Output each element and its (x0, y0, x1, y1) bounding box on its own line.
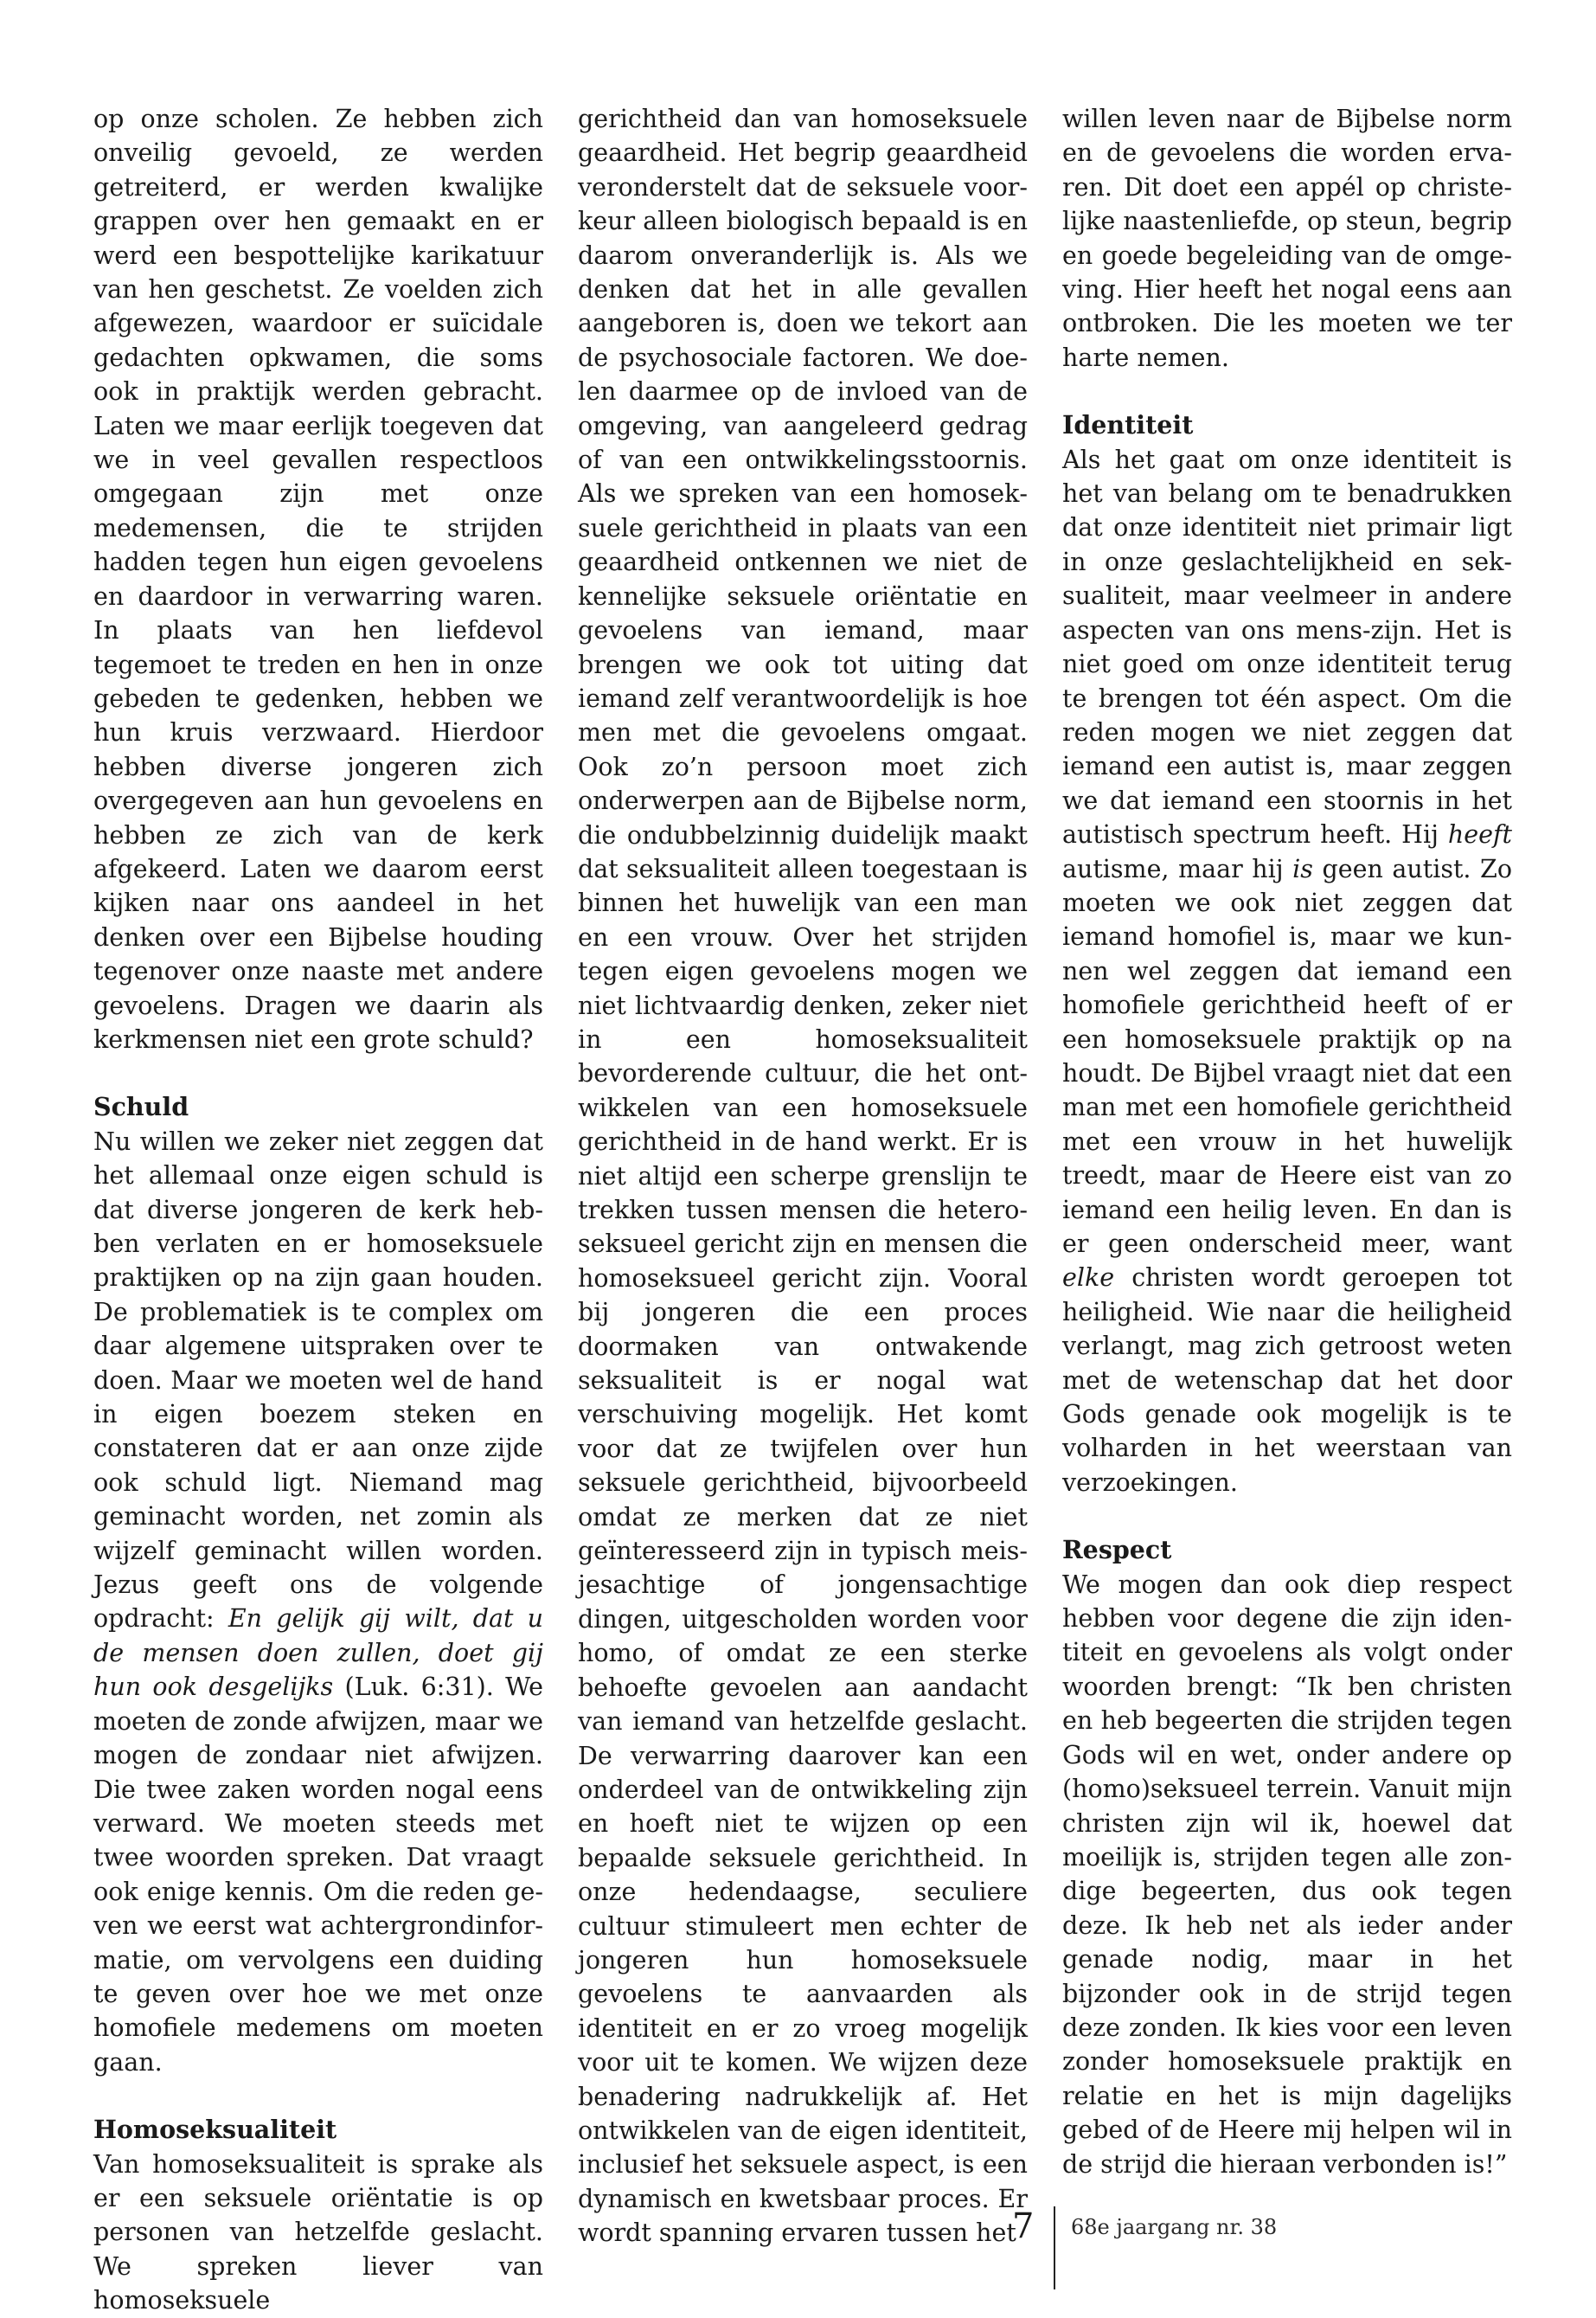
emphasis: heeft (1447, 820, 1512, 850)
section-heading-homoseksualiteit: Homoseksualiteit (93, 2115, 337, 2145)
paragraph: Als het gaat om onze identiteit is het van belang om te benadrukken dat onze identiteit niet primair ligt in onze geslachtelijkheid en seksualiteit, maar veelmeer in andere aspecten van ons mens-zijn. Het is niet goed om onze identiteit terug te brengen tot één aspect. Om die reden mogen we niet zeggen dat iemand een autist is, maar zeggen we dat iemand een stoornis in het autistisch spectrum heeft. Hij heeft autisme, maar hij is geen autist. Zo moeten we ook niet zeggen dat iemand homofiel is, maar we kunnen wel zeggen dat iemand een homofiele gerichtheid heeft of er een homoseksuele praktijk op na houdt. De Bijbel vraagt niet dat een man met een homofiele gerichtheid met een vrouw in het huwelijk treedt, maar de Heere eist van zo iemand een heilig leven. En dan is er geen onderscheid meer, want elke christen wordt geroepen tot heiligheid. Wie naar die heiligheid verlangt, mag zich getroost weten met de wetenschap dat het door Gods genade ook mogelijk is te volharden in het weerstaan van verzoekingen. (1062, 445, 1512, 1497)
emphasis: is (1292, 854, 1313, 883)
text-column-3 (1062, 102, 1512, 2181)
paragraph: We mogen dan ook diep respect hebben voor degene die zijn identiteit en gevoelens als volgt onder woorden brengt: “Ik ben christen en heb begeerten die strijden tegen Gods wil en wet, onder andere op (homo)seksueel terrein. Vanuit mijn christen zijn wil ik, hoewel dat moeilijk is, strijden tegen alle zondige begeerten, dus ook tegen deze. Ik heb net als ieder ander genade nodig, maar in het bijzonder ook in de strijd tegen deze zonden. Ik kies voor een leven zonder homoseksuele praktijk en relatie en het is mijn dagelijks gebed of de Heere mij helpen wil in de strijd die hieraan verbonden is!” (1062, 1570, 1512, 2179)
page-number: 7 (1012, 2206, 1035, 2246)
paragraph: willen leven naar de Bijbelse norm en de gevoelens die worden ervaren. Dit doet een appél op christelijke naastenliefde, op steun, begrip en goede begeleiding van de omgeving. Hier heeft het nogal eens aan ontbroken. Die les moeten we ter harte nemen. (1062, 105, 1512, 372)
issue-label: 68e jaargang nr. 38 (1071, 2215, 1278, 2239)
paragraph: gerichtheid dan van homoseksuele geaardheid. Het begrip geaardheid veronderstelt dat de seksuele voorkeur alleen biologisch bepaald is en daarom onveranderlijk is. Als we denken dat het in alle gevallen aangeboren is, doen we tekort aan de psychosociale factoren. We doelen daarmee op de invloed van de omgeving, van aangeleerd gedrag of van een ontwikkelingsstoornis. Als we spreken van een homoseksuele gerichtheid in plaats van een geaardheid ontkennen we niet de kennelijke seksuele oriëntatie en gevoelens van iemand, maar brengen we ook tot uiting dat iemand zelf verantwoordelijk is hoe men met die gevoelens omgaat. Ook zo’n persoon moet zich onderwerpen aan de Bijbelse norm, die ondubbelzinnig duidelijk maakt dat seksualiteit alleen toegestaan is binnen het huwelijk van een man en een vrouw. Over het strijden tegen eigen gevoelens mogen we niet lichtvaardig denken, zeker niet in een homoseksualiteit bevorderende cultuur, die het ontwikkelen van een homoseksuele gerichtheid in de hand werkt. Er is niet altijd een scherpe grenslijn te trekken tussen mensen die heteroseksueel gericht zijn en mensen die homoseksueel gericht zijn. Vooral bij jongeren die een proces doormaken van ontwakende seksualiteit is er nogal wat verschuiving mogelijk. Het komt voor dat ze twijfelen over hun seksuele gerichtheid, bijvoorbeeld omdat ze merken dat ze niet geïnteresseerd zijn in typisch meisjesachtige of jongensachtige dingen, uitgescholden worden voor homo, of omdat ze een sterke behoefte gevoelen aan aandacht van iemand van hetzelfde geslacht. De verwarring daarover kan een onderdeel van de ontwikkeling zijn en hoeft niet te wijzen op een bepaalde seksuele gerichtheid. In onze hedendaagse, seculiere cultuur stimuleert men echter de jongeren hun homoseksuele gevoelens te aanvaarden als identiteit en er zo vroeg mogelijk voor uit te komen. We wijzen deze benadering nadrukkelijk af. Het ontwikkelen van de eigen identiteit, inclusief het seksuele aspect, is een dynamisch en kwetsbaar proces. Er wordt spanning ervaren tussen het (578, 105, 1028, 2248)
text-column-2 (578, 102, 1028, 2251)
footer-divider (1054, 2206, 1055, 2289)
section-heading-schuld: Schuld (93, 1092, 189, 1122)
bible-quote: En gelijk gij wilt, dat u de mensen doen zullen, doet gij hun ook desgelijks (93, 1604, 544, 1702)
paragraph: op onze scholen. Ze hebben zich onveilig gevoeld, ze werden getreiterd, er werden kwalijke grappen over hen gemaakt en er werd een bespottelijke karikatuur van hen geschetst. Ze voelden zich afgewezen, waardoor er suïcidale gedachten opkwamen, die soms ook in praktijk werden gebracht. Laten we maar eerlijk toegeven dat we in veel gevallen respectloos omgegaan zijn met onze medemensen, die te strijden hadden tegen hun eigen gevoelens en daardoor in verwarring waren. In plaats van hen liefdevol tegemoet te treden en hen in onze gebeden te gedenken, hebben we hun kruis verzwaard. Hierdoor hebben diverse jongeren zich overgegeven aan hun gevoelens en hebben ze zich van de kerk afgekeerd. Laten we daarom eerst kijken naar ons aandeel in het denken over een Bijbelse houding tegenover onze naaste met andere gevoelens. Dragen we daarin als kerkmensen niet een grote schuld? (93, 105, 543, 1054)
section-heading-identiteit: Identiteit (1062, 410, 1194, 440)
paragraph: Van homoseksualiteit is sprake als er een seksuele oriëntatie is op personen van hetzelfde geslacht. We spreken liever van homoseksuele (93, 2149, 543, 2315)
paragraph: Nu willen we zeker niet zeggen dat het allemaal onze eigen schuld is dat diverse jongeren de kerk hebben verlaten en er homoseksuele praktijken op na zijn gaan houden. De problematiek is te complex om daar algemene uitspraken over te doen. Maar we moeten wel de hand in eigen boezem steken en constateren dat er aan onze zijde ook schuld ligt. Niemand mag geminacht worden, net zomin als wijzelf geminacht willen worden. Jezus geeft ons de volgende opdracht: En gelijk gij wilt, dat u de mensen doen zullen, doet gij hun ook desgelijks (Luk. 6:31). We moeten de zonde afwijzen, maar we mogen de zondaar niet afwijzen. Die twee zaken worden nogal eens verward. We moeten steeds met twee woorden spreken. Dat vraagt ook enige kennis. Om die reden geven we eerst wat achtergrondinformatie, om vervolgens een duiding te geven over hoe we met onze homofiele medemens om moeten gaan. (93, 1127, 544, 2077)
text-column-1 (93, 102, 543, 2318)
emphasis: elke (1062, 1263, 1115, 1293)
section-heading-respect: Respect (1062, 1535, 1172, 1565)
